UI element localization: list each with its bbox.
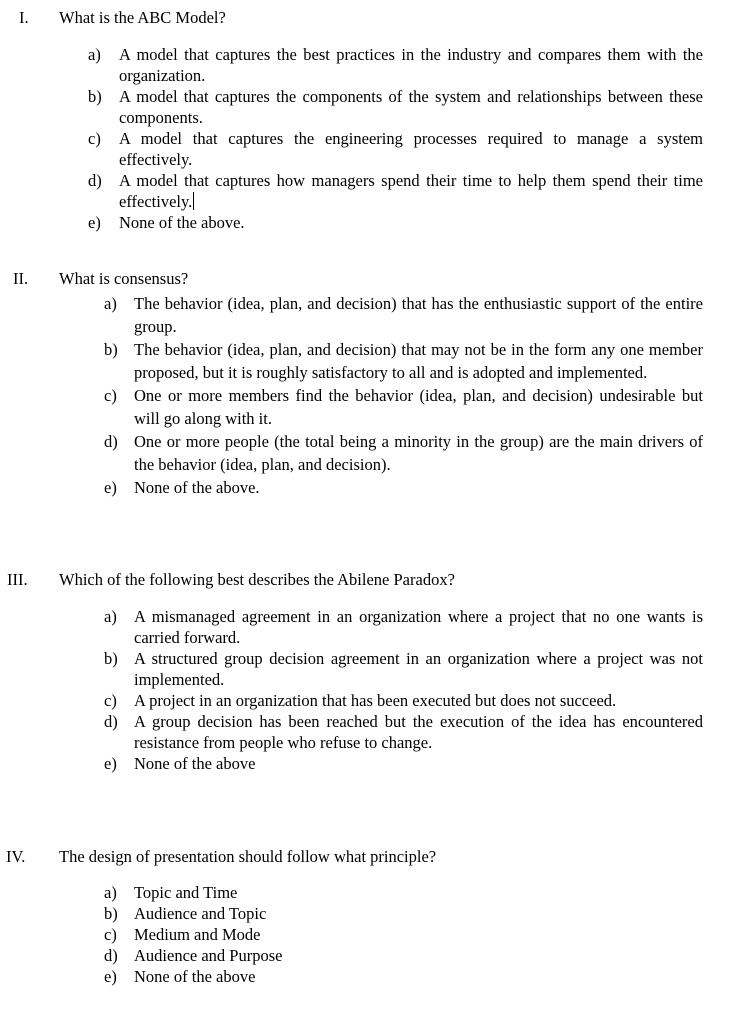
option-letter: c)	[104, 386, 117, 405]
question-text: The design of presentation should follow what principle?	[59, 847, 437, 866]
question-number: II.	[13, 269, 29, 288]
option-letter: d)	[104, 432, 118, 451]
option-a	[0, 44, 753, 86]
option-b	[0, 86, 753, 128]
option-letter: b)	[104, 340, 118, 359]
option-text: The behavior (idea, plan, and decision) that may not be in the form any one member proposed, but it is roughly satisfactory to all and is adopted and implemented.	[134, 340, 703, 382]
option-text: One or more people (the total being a minority in the group) are the main drivers of the behavior (idea, plan, and decision).	[134, 432, 703, 474]
option-text: One or more members find the behavior (idea, plan, and decision) undesirable but will go along with it.	[134, 386, 703, 428]
option-letter: b)	[88, 87, 102, 106]
question-2	[0, 268, 753, 497]
option-text: Audience and Purpose	[134, 946, 283, 965]
option-letter: d)	[104, 712, 118, 731]
option-letter: e)	[88, 213, 101, 232]
option-c	[0, 128, 753, 170]
option-a	[0, 292, 753, 338]
question-header	[0, 268, 753, 290]
option-a	[0, 606, 753, 648]
option-text: None of the above	[134, 754, 256, 773]
option-text: None of the above.	[134, 478, 260, 497]
option-text: Medium and Mode	[134, 925, 261, 944]
option-a	[0, 882, 753, 903]
option-d	[0, 945, 753, 966]
option-text: A group decision has been reached but the execution of the idea has encountered resistance from people who refuse to change.	[134, 712, 703, 752]
question-text: What is the ABC Model?	[59, 8, 226, 27]
option-text: A project in an organization that has been executed but does not succeed.	[134, 691, 617, 710]
option-text: Topic and Time	[134, 883, 238, 902]
question-header	[0, 846, 753, 868]
option-text: A model that captures the components of the system and relationships between these components.	[119, 87, 703, 127]
option-letter: d)	[104, 946, 118, 965]
option-text-editable[interactable]	[119, 170, 703, 212]
option-e	[0, 966, 753, 987]
option-letter: c)	[104, 691, 117, 710]
question-text: What is consensus?	[59, 269, 189, 288]
option-e	[0, 212, 753, 233]
option-text: The behavior (idea, plan, and decision) that has the enthusiastic support of the entire group.	[134, 294, 703, 336]
option-letter: a)	[104, 607, 117, 626]
option-letter: b)	[104, 904, 118, 923]
option-b	[0, 648, 753, 690]
option-c	[0, 690, 753, 711]
options-list	[0, 606, 753, 774]
option-text: A mismanaged agreement in an organization where a project that no one wants is carried forward.	[134, 607, 703, 647]
question-header	[0, 569, 753, 591]
option-letter: a)	[88, 45, 101, 64]
option-letter: d)	[88, 171, 102, 190]
question-number: I.	[19, 8, 29, 27]
option-c	[0, 384, 753, 430]
question-number: III.	[7, 570, 28, 589]
option-e	[0, 753, 753, 774]
question-3	[0, 569, 753, 773]
option-letter: a)	[104, 294, 117, 313]
option-text: A model that captures the best practices in the industry and compares them with the organization.	[119, 45, 703, 85]
option-d	[0, 430, 753, 476]
text-cursor	[193, 192, 194, 210]
option-letter: a)	[104, 883, 117, 902]
options-list	[0, 44, 753, 233]
question-number: IV.	[6, 847, 26, 866]
option-text: A model that captures how managers spend their time to help them spend their time effectively.	[119, 171, 703, 211]
option-text: Audience and Topic	[134, 904, 267, 923]
option-b	[0, 338, 753, 384]
question-1	[0, 7, 753, 232]
option-letter: c)	[104, 925, 117, 944]
options-list	[0, 882, 753, 987]
option-text: A structured group decision agreement in an organization where a project was not implemented.	[134, 649, 703, 689]
option-text: None of the above	[134, 967, 256, 986]
option-text: A model that captures the engineering processes required to manage a system effectively.	[119, 129, 703, 169]
option-d	[0, 711, 753, 753]
option-e	[0, 476, 753, 499]
question-text: Which of the following best describes the Abilene Paradox?	[59, 570, 455, 589]
option-b	[0, 903, 753, 924]
option-letter: e)	[104, 967, 117, 986]
option-d	[0, 170, 753, 212]
option-letter: e)	[104, 754, 117, 773]
options-list	[0, 292, 753, 499]
option-letter: b)	[104, 649, 118, 668]
question-4	[0, 846, 753, 986]
question-header	[0, 7, 753, 29]
option-text: None of the above.	[119, 213, 245, 232]
option-c	[0, 924, 753, 945]
option-letter: e)	[104, 478, 117, 497]
option-letter: c)	[88, 129, 101, 148]
